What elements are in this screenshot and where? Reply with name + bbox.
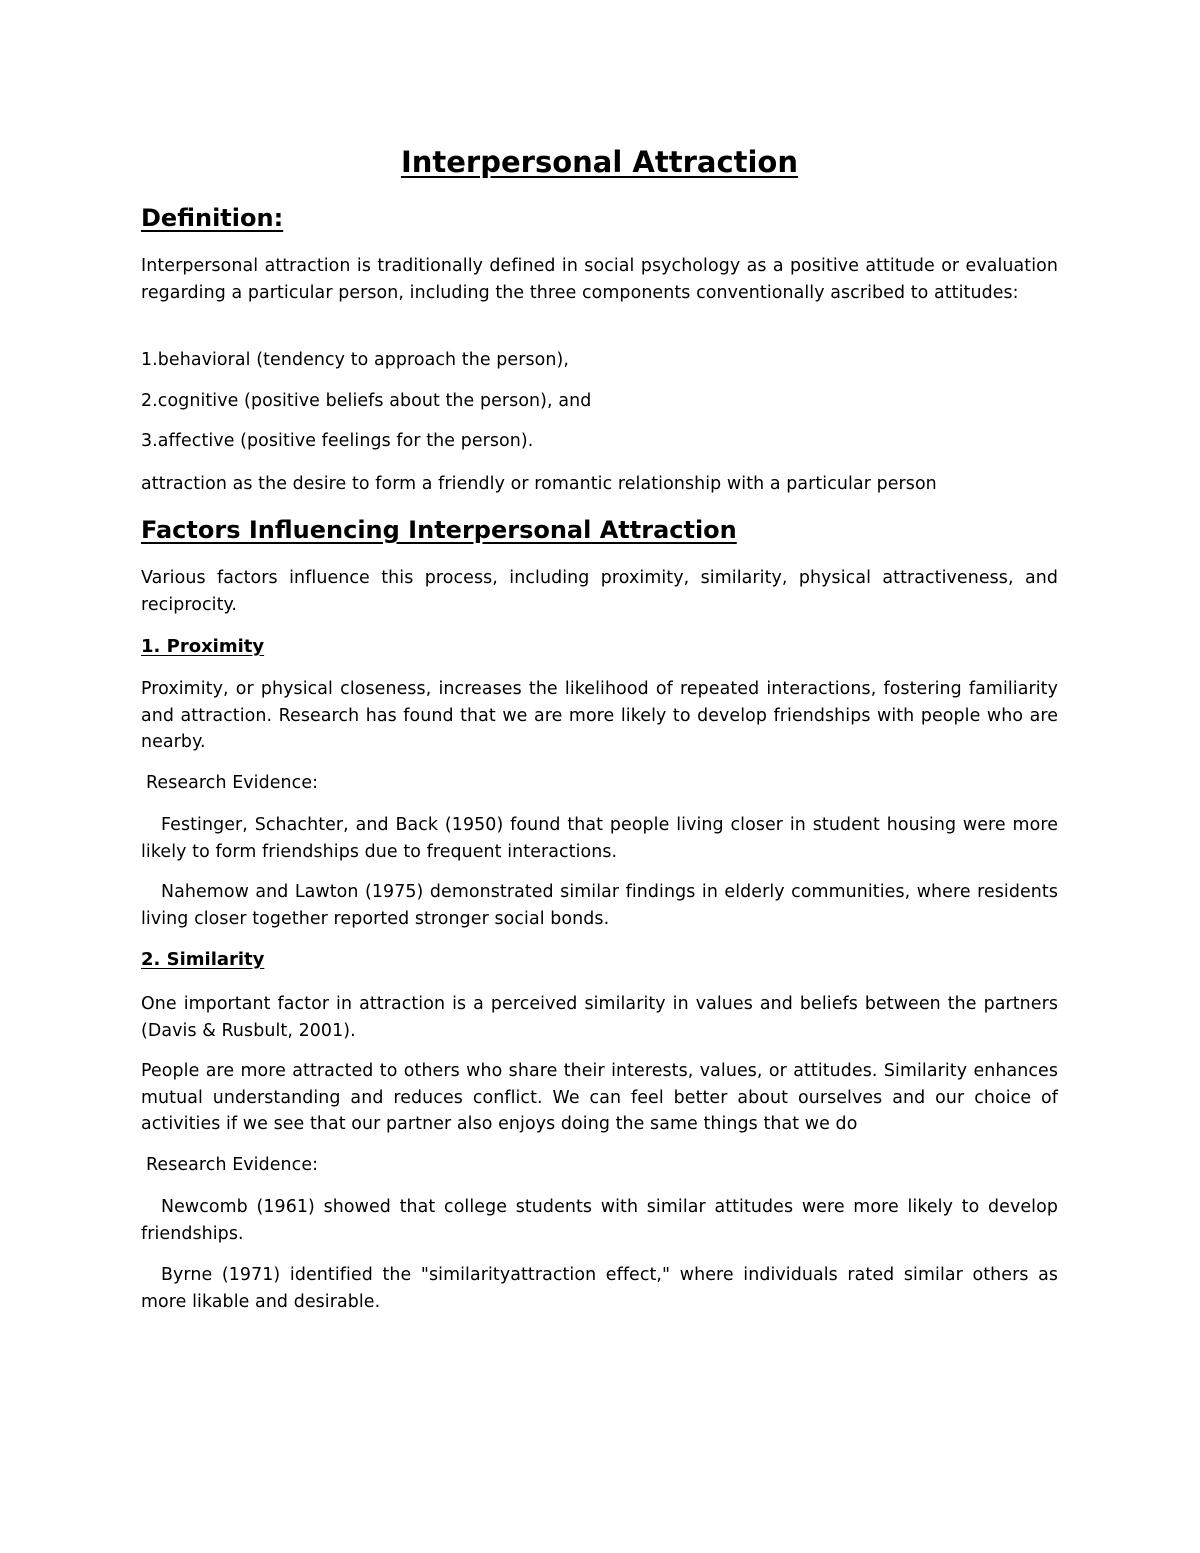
component-behavioral: 1.behavioral (tendency to approach the person),	[141, 350, 569, 370]
page-title: Interpersonal Attraction	[400, 145, 799, 179]
factors-intro-paragraph: Various factors influence this process, including proximity, similarity, physical attractiveness, and reciprocity.	[141, 568, 1058, 615]
similarity-paragraph-1: One important factor in attraction is a perceived similarity in values and beliefs between the partners (Davis & Rusbult, 2001).	[141, 994, 1058, 1041]
factors-heading: Factors Influencing Interpersonal Attraction	[141, 516, 737, 544]
proximity-evidence-label: Research Evidence:	[146, 773, 319, 793]
proximity-evidence-nahemow: Nahemow and Lawton (1975) demonstrated similar findings in elderly communities, where residents living closer together reported stronger social bonds.	[141, 882, 1058, 929]
definition-heading: Definition:	[141, 204, 284, 232]
component-affective: 3.affective (positive feelings for the person).	[141, 431, 534, 451]
similarity-evidence-newcomb: Newcomb (1961) showed that college students with similar attitudes were more likely to develop friendships.	[141, 1197, 1058, 1244]
proximity-heading: 1. Proximity	[141, 636, 265, 657]
similarity-paragraph-2: People are more attracted to others who share their interests, values, or attitudes. Similarity enhances mutual understanding and reduces conflict. We can feel better about ourselves and our choice of activities if we see that our partner also enjoys doing the same things that we do	[141, 1061, 1058, 1134]
proximity-evidence-festinger: Festinger, Schachter, and Back (1950) found that people living closer in student housing were more likely to form friendships due to frequent interactions.	[141, 815, 1058, 862]
component-cognitive: 2.cognitive (positive beliefs about the person), and	[141, 391, 592, 411]
similarity-heading: 2. Similarity	[141, 949, 265, 970]
attraction-desire-text: attraction as the desire to form a friendly or romantic relationship with a particular person	[141, 474, 937, 494]
similarity-evidence-byrne: Byrne (1971) identified the "similarityattraction effect," where individuals rated similar others as more likable and desirable.	[141, 1265, 1058, 1312]
proximity-paragraph: Proximity, or physical closeness, increases the likelihood of repeated interactions, fostering familiarity and attraction. Research has found that we are more likely to develop friendships with people who are nearby.	[141, 679, 1058, 752]
definition-paragraph: Interpersonal attraction is traditionally defined in social psychology as a positive attitude or evaluation regarding a particular person, including the three components conventionally ascribed to attitudes:	[141, 256, 1058, 303]
similarity-evidence-label: Research Evidence:	[146, 1155, 319, 1175]
